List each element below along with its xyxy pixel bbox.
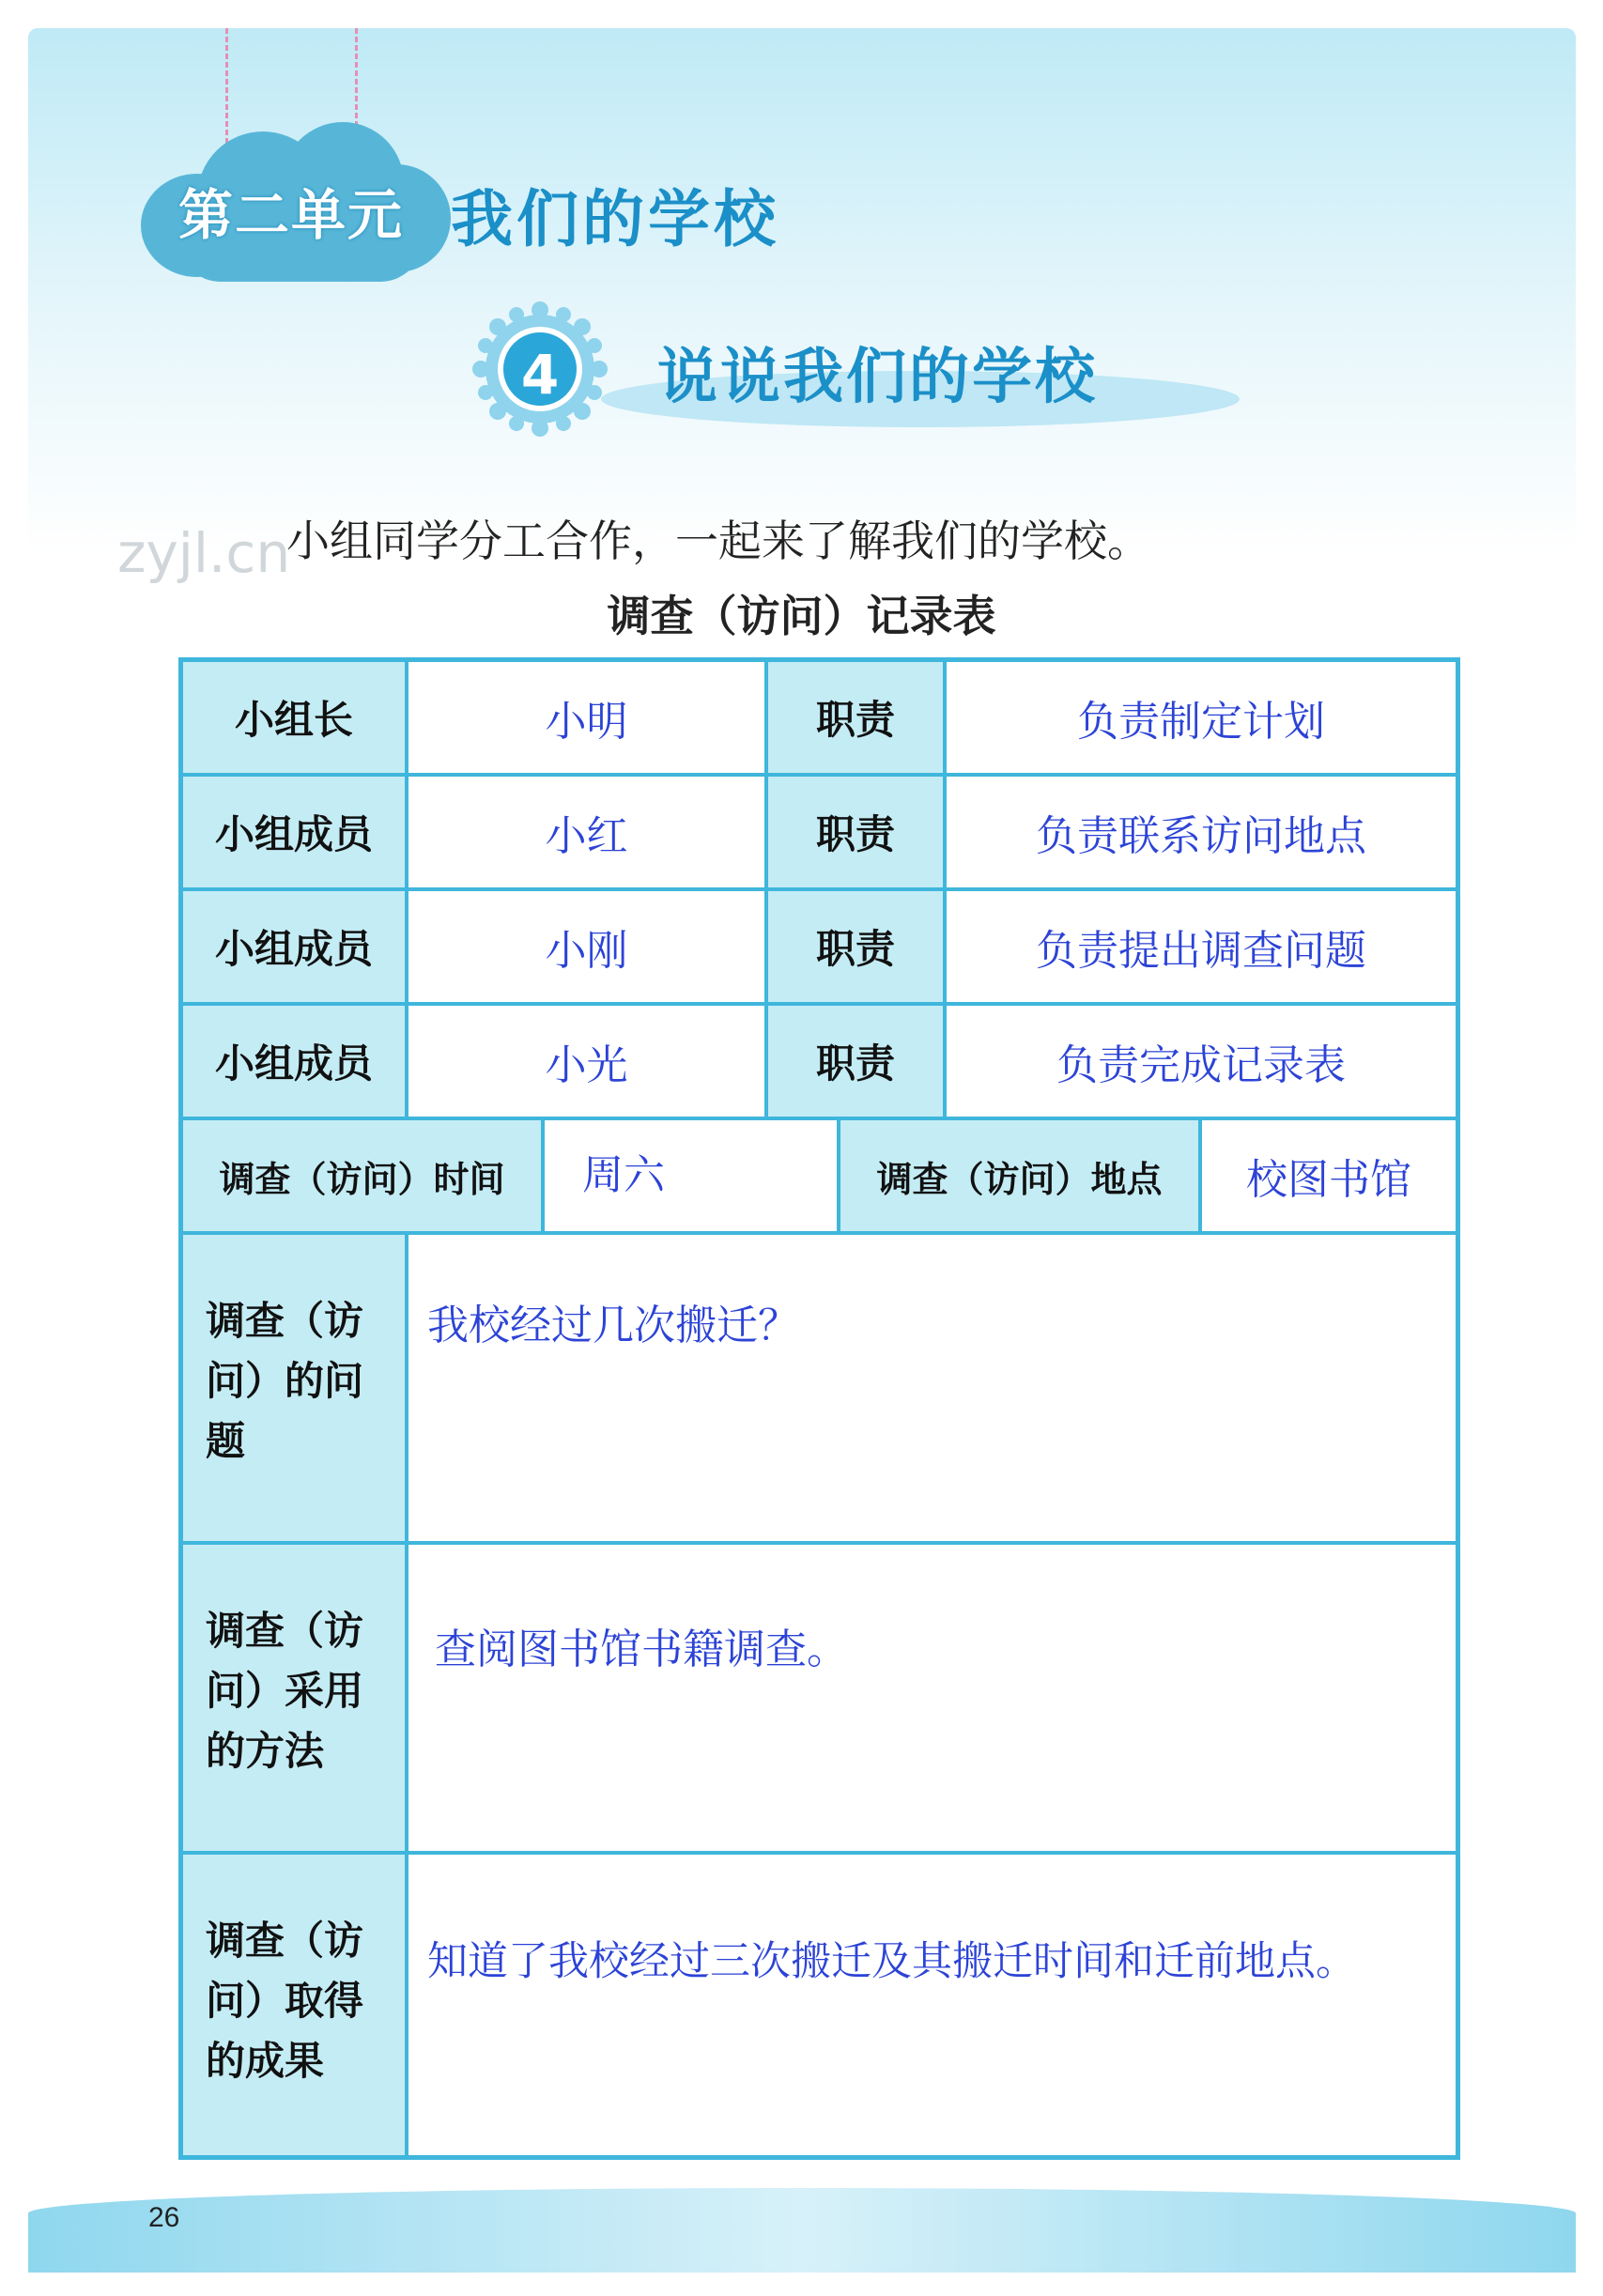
member-role-label: 小组长 bbox=[181, 660, 407, 775]
method-value: 查阅图书馆书籍调查。 bbox=[407, 1543, 1457, 1853]
lesson-title: 说说我们的学校 bbox=[657, 343, 1098, 412]
duty-label: 职责 bbox=[766, 889, 945, 1004]
result-label: 调查（访问）取得的成果 bbox=[181, 1853, 407, 2157]
duty-label: 职责 bbox=[766, 1004, 945, 1118]
intro-text: 小组同学分工合作，一起来了解我们的学校。 bbox=[286, 516, 1150, 566]
member-duty: 负责提出调查问题 bbox=[945, 889, 1457, 1004]
time-label: 调查（访问）时间 bbox=[181, 1118, 543, 1233]
question-value: 我校经过几次搬迁？ bbox=[407, 1233, 1457, 1543]
member-name: 小明 bbox=[407, 660, 766, 775]
lesson-number: 4 bbox=[498, 327, 582, 411]
duty-label: 职责 bbox=[766, 660, 945, 775]
method-label: 调查（访问）采用的方法 bbox=[181, 1543, 407, 1853]
unit-title: 我们的学校 bbox=[451, 183, 779, 255]
member-duty: 负责制定计划 bbox=[945, 660, 1457, 775]
member-role-label: 小组成员 bbox=[181, 1004, 407, 1118]
member-duty: 负责完成记录表 bbox=[945, 1004, 1457, 1118]
record-table bbox=[178, 657, 1460, 2160]
page-number: 26 bbox=[148, 2202, 180, 2233]
place-label: 调查（访问）地点 bbox=[839, 1118, 1200, 1233]
member-name: 小红 bbox=[407, 775, 766, 889]
question-label: 调查（访问）的问题 bbox=[181, 1233, 407, 1543]
header-sky-background bbox=[28, 28, 1576, 554]
place-value: 校图书馆 bbox=[1200, 1118, 1457, 1233]
time-value: 周六 bbox=[543, 1118, 839, 1233]
footer-wave bbox=[28, 2188, 1576, 2273]
result-value: 知道了我校经过三次搬迁及其搬迁时间和迁前地点。 bbox=[407, 1853, 1457, 2157]
member-duty: 负责联系访问地点 bbox=[945, 775, 1457, 889]
watermark: zyjl.cn bbox=[117, 521, 291, 585]
member-role-label: 小组成员 bbox=[181, 889, 407, 1004]
member-name: 小刚 bbox=[407, 889, 766, 1004]
duty-label: 职责 bbox=[766, 775, 945, 889]
table-title: 调查（访问）记录表 bbox=[607, 591, 996, 641]
member-role-label: 小组成员 bbox=[181, 775, 407, 889]
member-name: 小光 bbox=[407, 1004, 766, 1118]
unit-label: 第二单元 bbox=[178, 183, 405, 247]
